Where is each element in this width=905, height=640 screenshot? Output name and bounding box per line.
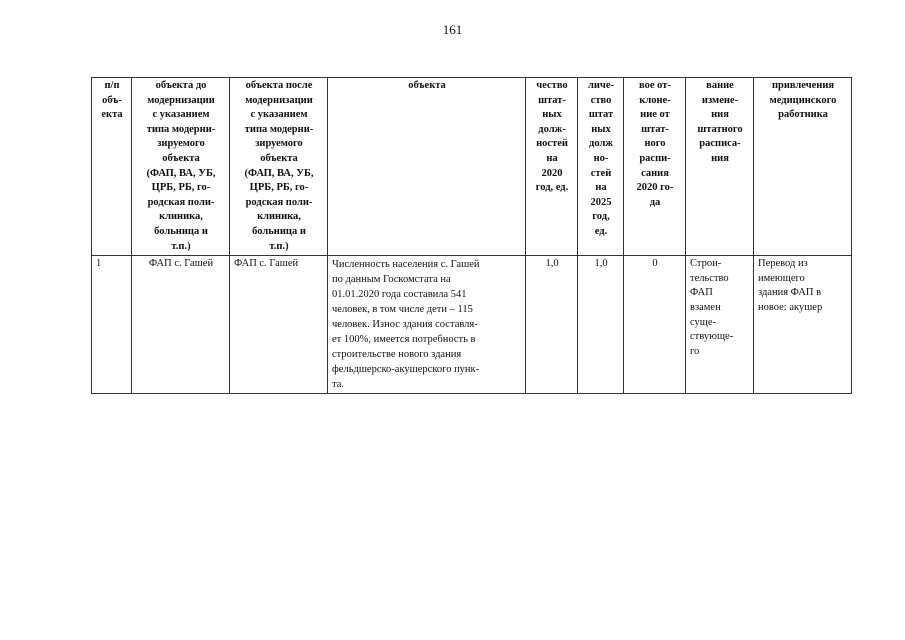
header-staff-involvement: привлечения медицинского работника xyxy=(754,78,852,256)
cell-object-number: 1 xyxy=(92,256,132,394)
table-row xyxy=(92,256,852,394)
cell-justification: Строи- тельство ФАП взамен суще- ствующе- го xyxy=(686,256,754,394)
header-object-number: п/п объ- екта xyxy=(92,78,132,256)
cell-object-description: Численность населения с. Гашей по данным Госкомстата на 01.01.2020 года составила 541 человек, в том числе дети – 115 человек. Износ здания составля- ет 100%, имеется потребность в строительстве нового здания фельдшерско-акушерского пунк- та. xyxy=(328,256,526,394)
modernization-table xyxy=(91,77,852,394)
header-deviation: вое от- клоне- ние от штат- ного распи- сания 2020 го- да xyxy=(624,78,686,256)
cell-staff-involvement: Перевод из имеющего здания ФАП в новое: акушер xyxy=(754,256,852,394)
cell-object-after: ФАП с. Гашей xyxy=(230,256,328,394)
page-number: 161 xyxy=(442,22,463,37)
header-object-description: объекта xyxy=(328,78,526,256)
cell-object-before: ФАП с. Гашей xyxy=(132,256,230,394)
header-staff-2020: чество штат- ных долж- ностей на 2020 год, ед. xyxy=(526,78,578,256)
cell-staff-2025: 1,0 xyxy=(578,256,624,394)
table-header-row xyxy=(92,78,852,256)
header-staff-2025: личе- ство штат ных долж но- стей на 2025 год, ед. xyxy=(578,78,624,256)
header-justification: вание измене- ния штатного расписа- ния xyxy=(686,78,754,256)
header-object-before: объекта до модернизации с указанием типа модерни- зируемого объекта (ФАП, ВА, УБ, ЦРБ, РБ, го- родская поли- клиника, больница и т.п.) xyxy=(132,78,230,256)
cell-staff-2020: 1,0 xyxy=(526,256,578,394)
header-object-after: объекта после модернизации с указанием типа модерни- зируемого объекта (ФАП, ВА, УБ, ЦРБ, РБ, го- родская поли- клиника, больница и т.п.) xyxy=(230,78,328,256)
cell-deviation: 0 xyxy=(624,256,686,394)
